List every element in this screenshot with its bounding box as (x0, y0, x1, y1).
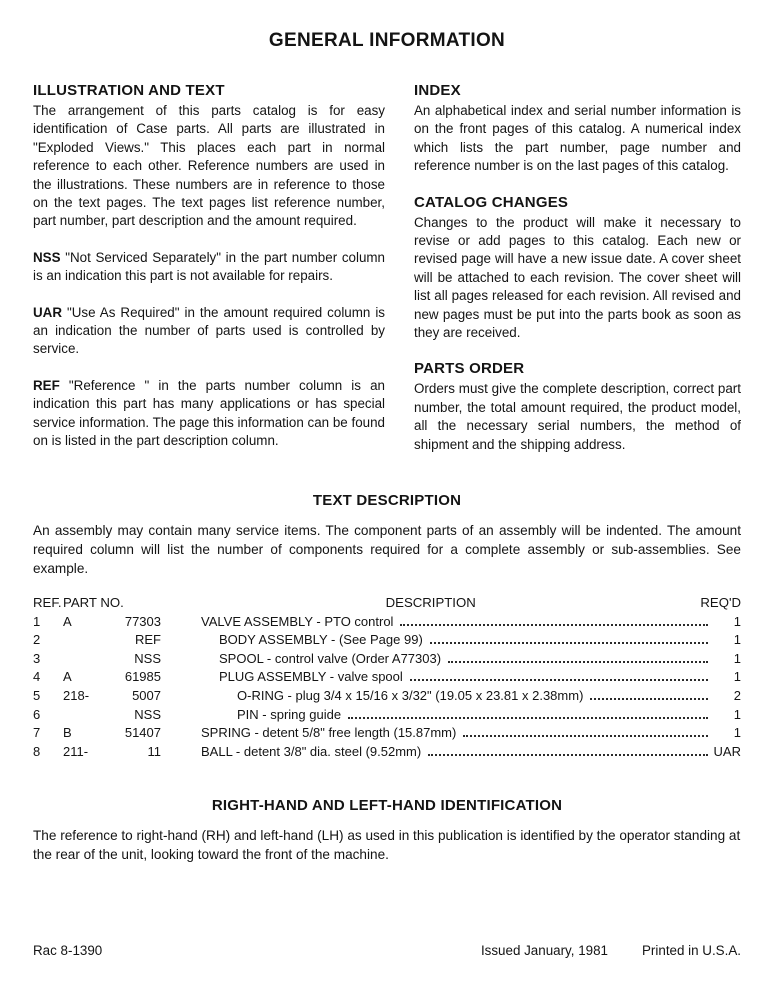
header-ref: REF. (33, 595, 62, 611)
header-part-no: PART NO. (63, 595, 124, 611)
cell-ref-number: 5 (33, 688, 41, 704)
index-section (414, 82, 741, 176)
cell-part-prefix: A (63, 613, 72, 629)
table-row (33, 650, 741, 669)
cell-ref-number: 3 (33, 650, 41, 666)
term-paragraph-ref (33, 377, 385, 451)
cell-part-number: 5007 (132, 688, 161, 704)
table-row (33, 706, 741, 725)
term-uar-text: "Use As Required" in the amount required column is an indication the number of parts used is controlled by service. (33, 304, 385, 357)
cell-part-number: 51407 (124, 725, 161, 741)
header-reqd: REQ'D (700, 595, 741, 611)
cell-description: VALVE ASSEMBLY - PTO control (161, 613, 713, 632)
cell-part-number: 77303 (124, 613, 161, 629)
cell-reqd: 2 (733, 688, 741, 704)
cell-part-prefix: A (63, 669, 72, 685)
dot-leader (590, 688, 708, 700)
table-row (33, 613, 741, 632)
table-row (33, 687, 741, 706)
catalog-changes-section (414, 194, 741, 343)
cell-part-number: REF (135, 632, 161, 648)
term-ref: REF (33, 377, 60, 393)
illustration-intro-paragraph: The arrangement of this parts catalog is for easy identification of Case parts. All parts are illustrated in "Exploded Views." This places each part in normal reference to each other. Reference numbers are used in the illustrations. These numbers are in reference to those on the text pages. The text pages list reference number, part number, part description and the amount required. (33, 103, 385, 229)
footer-doc-number: Rac 8-1390 (33, 943, 103, 958)
cell-ref-number: 2 (33, 632, 41, 648)
cell-description: O-RING - plug 3/4 x 15/16 x 3/32" (19.05 x 23.81 x 2.38mm) (161, 687, 713, 706)
cell-part-prefix: 218- (63, 688, 90, 704)
term-paragraph-uar (33, 304, 385, 359)
dot-leader (448, 651, 708, 663)
table-row (33, 631, 741, 650)
cell-part-number: NSS (134, 706, 161, 722)
cell-part-number: 61985 (124, 669, 161, 685)
table-row (33, 668, 741, 687)
index-paragraph: An alphabetical index and serial number information is on the front pages of this catalog. A numerical index which lists the part number, page number and reference number is on the last pages of this catalog. (414, 103, 741, 174)
rh-lh-heading: RIGHT-HAND AND LEFT-HAND IDENTIFICATION (211, 797, 563, 815)
cell-reqd: 1 (733, 725, 741, 741)
dot-leader (400, 614, 708, 626)
cell-description: PLUG ASSEMBLY - valve spool (161, 668, 713, 687)
dot-leader (428, 744, 708, 756)
footer-printed-in: Printed in U.S.A. (642, 943, 741, 958)
index-heading: INDEX (414, 82, 461, 99)
page-title: GENERAL INFORMATION (268, 30, 506, 51)
cell-reqd: 1 (733, 650, 741, 666)
footer-right-group (481, 943, 741, 958)
cell-reqd: 1 (733, 669, 741, 685)
cell-ref-number: 6 (33, 706, 41, 722)
table-header-row (33, 594, 741, 613)
cell-part-number: NSS (134, 650, 161, 666)
footer-issue-date: Issued January, 1981 (480, 943, 608, 958)
rh-lh-paragraph: The reference to right-hand (RH) and left-hand (LH) as used in this publication is identified by the operator standing at the rear of the unit, looking toward the front of the machine. (33, 828, 741, 863)
header-description: DESCRIPTION (385, 595, 476, 611)
dot-leader (430, 632, 708, 644)
cell-ref-number: 4 (33, 669, 41, 685)
cell-description: BODY ASSEMBLY - (See Page 99) (161, 631, 713, 650)
dot-leader (348, 707, 708, 719)
parts-order-heading: PARTS ORDER (414, 360, 525, 378)
cell-reqd: UAR (713, 743, 741, 759)
parts-order-paragraph: Orders must give the complete description, correct part number, the total amount required, the product model, all the necessary serial numbers, the method of shipment and the shipping address. (414, 381, 741, 452)
cell-reqd: 1 (733, 632, 741, 648)
dot-leader (410, 669, 708, 681)
text-description-heading: TEXT DESCRIPTION (312, 492, 462, 510)
left-column (33, 82, 385, 472)
table-row (33, 743, 741, 762)
catalog-changes-paragraph: Changes to the product will make it necessary to revise or add pages to this catalog. Each new or revised page will have a new issue date. A cover sheet will be attached to each revision. The cover sheet will list all pages released for each revision. All revised and new pages must be put into the parts book as soon as they are received. (414, 214, 741, 341)
table-row (33, 724, 741, 743)
cell-part-prefix: B (63, 725, 72, 741)
cell-description: BALL - detent 3/8" dia. steel (9.52mm) (161, 743, 713, 762)
parts-order-section (414, 360, 741, 454)
right-column (414, 82, 741, 472)
cell-description: SPOOL - control valve (Order A77303) (161, 650, 713, 669)
cell-description: SPRING - detent 5/8" free length (15.87mm) (161, 724, 713, 743)
term-paragraph-nss (33, 249, 385, 286)
term-uar: UAR (33, 304, 63, 320)
cell-reqd: 1 (733, 613, 741, 629)
catalog-changes-heading: CATALOG CHANGES (414, 193, 569, 211)
cell-part-number: 11 (147, 743, 161, 759)
dot-leader (463, 725, 708, 737)
term-nss: NSS (33, 249, 61, 265)
page-footer (33, 943, 741, 958)
cell-part-prefix: 211- (63, 743, 89, 759)
term-ref-text: "Reference " in the parts number column is an indication this part has many applications or has special service information. The page this information can be found on is listed in the part description column. (33, 377, 385, 449)
cell-ref-number: 8 (33, 743, 41, 759)
cell-description: PIN - spring guide (161, 706, 713, 725)
cell-ref-number: 1 (33, 613, 41, 629)
example-table-rows (33, 613, 741, 762)
term-nss-text: "Not Serviced Separately" in the part number column is an indication this part is not available for repairs. (33, 249, 385, 284)
two-column-layout (33, 82, 741, 472)
example-parts-table (33, 594, 741, 761)
cell-ref-number: 7 (33, 725, 41, 741)
cell-reqd: 1 (733, 706, 741, 722)
text-description-intro: An assembly may contain many service items. The component parts of an assembly will be indented. The amount required column will list the number of components required for a complete assembly or sub-assemblies. See example. (33, 523, 741, 577)
illustration-and-text-heading: ILLUSTRATION AND TEXT (33, 82, 225, 99)
